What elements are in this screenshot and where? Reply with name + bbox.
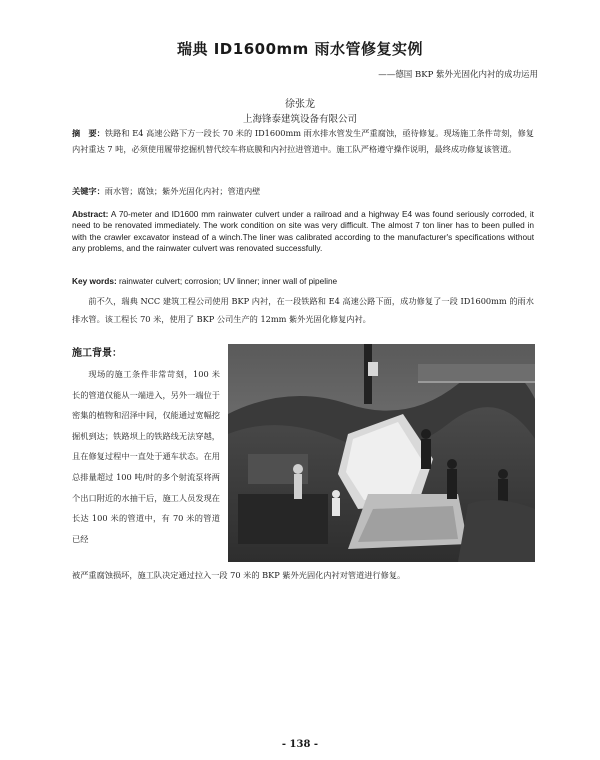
keywords-english xyxy=(72,276,534,287)
keywords-chinese-label: 关键字： xyxy=(72,186,105,196)
construction-site-photo xyxy=(228,344,535,562)
abstract-chinese-text: 铁路和 E4 高速公路下方一段长 70 米的 ID1600mm 雨水排水管发生严重腐蚀，亟待修复。现场施工条件苛刻，修复内衬重达 7 吨，必须使用履带挖掘机替代绞车将底膜和内衬拉进管道中。施工队严格遵守操作说明，最终成功修复该管道。 xyxy=(72,128,534,154)
page-number: - 138 - xyxy=(281,739,319,750)
section-body: 现场的施工条件非常苛刻，100 米长的管道仅能从一端进入，另外一端位于密集的植物和沼泽中间，仅能通过宽幅挖掘机到达；铁路坝上的铁路线无法穿越，且在修复过程中一直处于通车状态。在用总排量超过 100 吨/时的多个射流泵将两个出口附近的水抽干后，施工人员发现在长达 100 米的管道中，有 70 米的管道已经 xyxy=(72,369,220,544)
author-affiliation: 上海锋泰建筑设备有限公司 xyxy=(242,114,357,125)
paper-title: 瑞典 ID1600mm 雨水管修复实例 xyxy=(177,40,423,58)
keywords-english-label: Key words: xyxy=(72,276,117,286)
photo-illustration xyxy=(228,344,535,562)
paper-subtitle: ——德国 BKP 紫外光固化内衬的成功运用 xyxy=(378,70,538,80)
abstract-chinese xyxy=(72,125,534,157)
abstract-english-label: Abstract: xyxy=(72,209,109,219)
keywords-chinese-text: 雨水管；腐蚀；紫外光固化内衬；管道内壁 xyxy=(104,186,261,196)
section-heading: 施工背景： xyxy=(72,348,122,359)
abstract-chinese-label: 摘 要： xyxy=(72,128,105,138)
section-body-continued: 被严重腐蚀损坏，施工队决定通过拉入一段 70 米的 BKP 紫外光固化内衬对管道进行修复。 xyxy=(72,570,406,580)
author-name: 徐张龙 xyxy=(285,99,315,110)
keywords-english-text: rainwater culvert; corrosion; UV linner; inner wall of pipeline xyxy=(119,276,338,286)
keywords-chinese xyxy=(72,183,534,199)
abstract-english-text: A 70-meter and ID1600 mm rainwater culvert under a railroad and a highway E4 was found seriously corroded, it need to be renovated immediately. The work condition on site was very difficult. The almost 7 ton liner has to been pulled in with the crawler excavator instead of a winch.The liner was calibrated according to the manufacturer's specifications without any problems, and the rainwater culvert was renovated successfully. xyxy=(72,209,534,253)
intro-paragraph: 前不久，瑞典 NCC 建筑工程公司使用 BKP 内衬，在一段铁路和 E4 高速公路下面，成功修复了一段 ID1600mm 的雨水排水管。该工程长 70 米，使用了 BKP 公司生产的 12mm 紫外光固化修复内衬。 xyxy=(72,296,534,324)
abstract-english xyxy=(72,209,534,254)
